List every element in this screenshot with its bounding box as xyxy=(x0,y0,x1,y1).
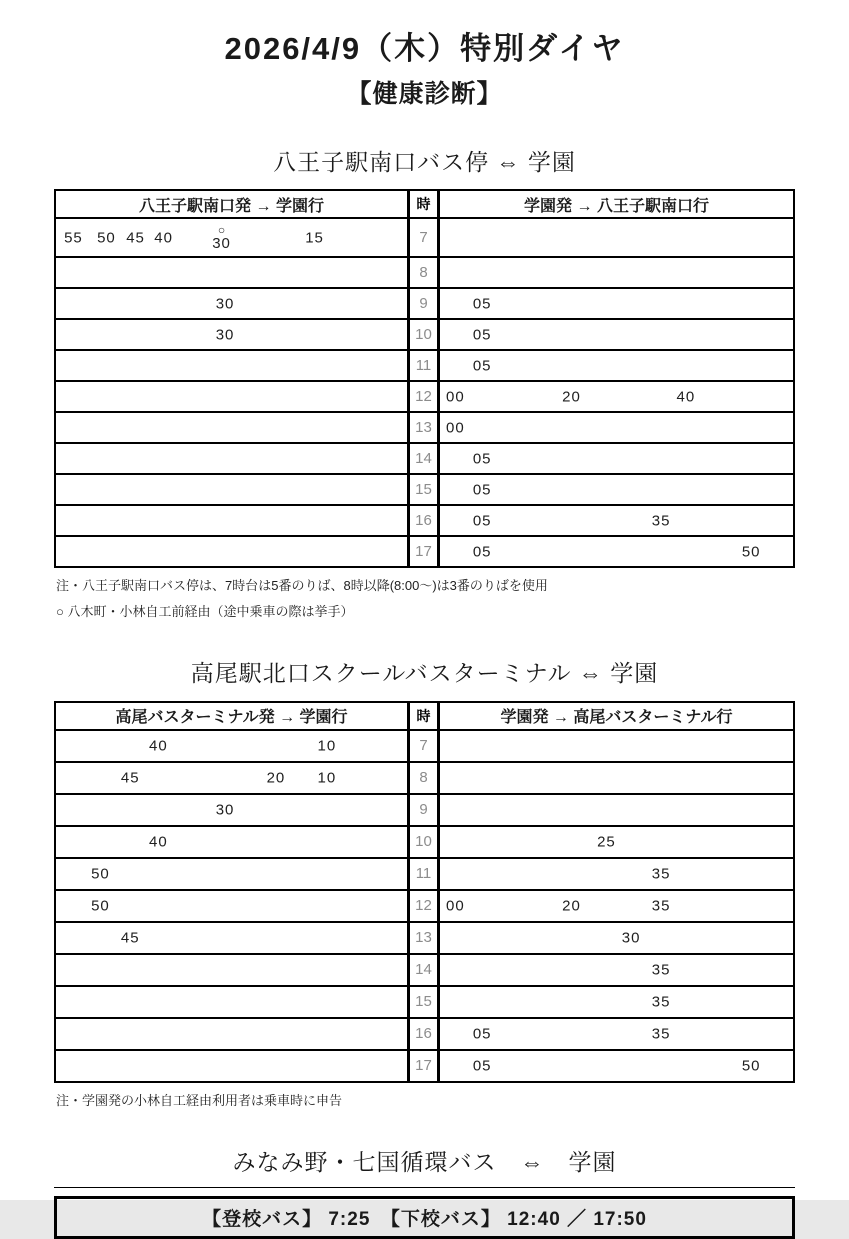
inbound-header: 学園発 → 高尾バスターミナル行 xyxy=(500,709,733,727)
inbound-minutes-cell xyxy=(440,258,793,287)
outbound-minutes-cell xyxy=(56,444,407,473)
timetable-row-hour-12 xyxy=(56,889,793,921)
inbound-minutes-cell xyxy=(440,987,793,1017)
hour-cell: 10 xyxy=(407,320,440,349)
inbound-minutes-cell xyxy=(440,955,793,985)
minute-value: 45 xyxy=(126,229,145,247)
hour-cell: 7 xyxy=(407,731,440,761)
outbound-minutes-cell xyxy=(56,827,407,857)
timetable-takao xyxy=(54,701,795,1083)
hour-cell: 9 xyxy=(407,289,440,318)
outbound-header: 高尾バスターミナル発 → 学園行 xyxy=(115,709,348,727)
minute-value: 45 xyxy=(120,769,140,787)
hour-cell: 8 xyxy=(407,763,440,793)
circulator-section xyxy=(54,1149,795,1239)
outbound-minutes-cell xyxy=(56,859,407,889)
minute-value: 05 xyxy=(472,481,492,499)
outbound-minutes-cell xyxy=(56,382,407,411)
outbound-minutes-cell xyxy=(56,413,407,442)
timetable-row-hour-16 xyxy=(56,504,793,535)
timetable-row-hour-11 xyxy=(56,857,793,889)
outbound-minutes-cell xyxy=(56,537,407,566)
timetable-row-hour-14 xyxy=(56,953,793,985)
outbound-minutes-cell xyxy=(56,923,407,953)
minute-value: 40 xyxy=(149,737,168,755)
outbound-minutes-cell xyxy=(56,987,407,1017)
minute-value: 05 xyxy=(472,1057,492,1075)
minute-value: 25 xyxy=(597,833,616,851)
minute-value: 40 xyxy=(676,388,696,406)
minute-value: 10 xyxy=(317,769,337,787)
outbound-minutes-cell xyxy=(56,795,407,825)
hour-cell: 12 xyxy=(407,891,440,921)
inbound-header: 学園発 → 八王子駅南口行 xyxy=(524,197,709,215)
inbound-minutes-cell xyxy=(440,219,793,256)
minute-value: 20 xyxy=(266,769,286,787)
minute-value: 10 xyxy=(317,737,337,755)
minute-value: 05 xyxy=(472,543,492,561)
table-note: 注・学園発の小林自工経由利用者は乗車時に申告 xyxy=(56,1092,343,1108)
table-notes xyxy=(56,577,793,620)
outbound-minutes-cell xyxy=(56,891,407,921)
inbound-minutes-cell xyxy=(440,731,793,761)
timetable-row-hour-8 xyxy=(56,256,793,287)
minute-value: 35 xyxy=(651,993,671,1011)
inbound-minutes-cell xyxy=(440,537,793,566)
timetable-section-takao xyxy=(54,660,795,1109)
minute-value: 50 xyxy=(91,897,110,915)
outbound-minutes-cell xyxy=(56,1051,407,1081)
minute-value: 30 xyxy=(215,295,235,313)
minute-value: 35 xyxy=(651,512,671,530)
outbound-minutes-cell xyxy=(56,506,407,535)
via-circle-mark: ○ xyxy=(217,222,226,237)
hour-header: 時 xyxy=(407,191,440,217)
outbound-minutes-cell xyxy=(56,955,407,985)
minute-value: 20 xyxy=(562,897,581,915)
minute-value: 05 xyxy=(472,1025,492,1043)
hour-cell: 8 xyxy=(407,258,440,287)
minute-value: 50 xyxy=(97,229,116,247)
timetable-row-hour-13 xyxy=(56,411,793,442)
hour-cell: 17 xyxy=(407,1051,440,1081)
minute-value-with-via-mark xyxy=(212,222,231,252)
circulator-times-text: 【登校バス】 7:25 【下校バス】 12:40 ／ 17:50 xyxy=(202,1209,647,1231)
timetable-row-hour-14 xyxy=(56,442,793,473)
timetable-hachioji xyxy=(54,189,795,568)
inbound-minutes-cell xyxy=(440,891,793,921)
timetable-row-hour-12 xyxy=(56,380,793,411)
inbound-minutes-cell xyxy=(440,382,793,411)
timetable-row-hour-16 xyxy=(56,1017,793,1049)
timetable-row-hour-11 xyxy=(56,349,793,380)
minute-value: 05 xyxy=(472,512,492,530)
minute-value: 30 xyxy=(621,929,641,947)
outbound-minutes-cell xyxy=(56,258,407,287)
minute-value: 35 xyxy=(651,897,671,915)
hour-cell: 11 xyxy=(407,351,440,380)
circulator-times-box xyxy=(54,1196,795,1239)
minute-value: 35 xyxy=(651,961,671,979)
outbound-minutes-cell xyxy=(56,475,407,504)
inbound-minutes-cell xyxy=(440,475,793,504)
table-note: 注・八王子駅南口バス停は、7時台は5番のりば、8時以降(8:00～)は3番のりばを使用 xyxy=(56,578,548,594)
inbound-minutes-cell xyxy=(440,289,793,318)
timetable-row-hour-17 xyxy=(56,535,793,566)
timetable-row-hour-15 xyxy=(56,473,793,504)
minute-value: 35 xyxy=(651,865,671,883)
outbound-minutes-cell xyxy=(56,320,407,349)
inbound-minutes-cell xyxy=(440,763,793,793)
table-note: ○ 八木町・小林自工前経由（途中乗車の際は挙手） xyxy=(56,604,354,620)
hour-cell: 16 xyxy=(407,506,440,535)
timetable-row-hour-9 xyxy=(56,287,793,318)
minute-value: 00 xyxy=(446,897,465,915)
outbound-minutes-cell xyxy=(56,351,407,380)
timetable-sections xyxy=(54,149,795,1109)
timetable-header-row xyxy=(56,703,793,729)
minute-value: 05 xyxy=(472,295,492,313)
minute-value: 50 xyxy=(741,543,761,561)
minute-value: 35 xyxy=(651,1025,671,1043)
minute-value: 05 xyxy=(472,326,492,344)
outbound-minutes-cell xyxy=(56,731,407,761)
outbound-minutes-cell xyxy=(56,289,407,318)
timetable-row-hour-8 xyxy=(56,761,793,793)
hour-cell: 11 xyxy=(407,859,440,889)
hour-cell: 15 xyxy=(407,475,440,504)
timetable-row-hour-13 xyxy=(56,921,793,953)
timetable-row-hour-15 xyxy=(56,985,793,1017)
timetable-row-hour-7 xyxy=(56,217,793,256)
minute-value: 00 xyxy=(446,388,465,406)
hour-cell: 14 xyxy=(407,444,440,473)
inbound-minutes-cell xyxy=(440,923,793,953)
hour-cell: 17 xyxy=(407,537,440,566)
minute-value: 55 xyxy=(64,229,83,247)
minute-value: 30 xyxy=(215,326,235,344)
minute-value: 00 xyxy=(446,419,465,437)
inbound-minutes-cell xyxy=(440,444,793,473)
minute-value: 05 xyxy=(472,450,492,468)
minute-value: 15 xyxy=(305,229,324,247)
outbound-minutes-cell xyxy=(56,219,407,256)
page-content xyxy=(54,30,795,1239)
circulator-section-title: みなみ野・七国循環バス ⇔ 学園 xyxy=(232,1148,617,1175)
outbound-minutes-cell xyxy=(56,763,407,793)
hour-header: 時 xyxy=(407,703,440,729)
hour-cell: 13 xyxy=(407,923,440,953)
hour-cell: 7 xyxy=(407,219,440,256)
section-title: 高尾駅北口スクールバスターミナル ⇔ 学園 xyxy=(190,660,659,687)
inbound-minutes-cell xyxy=(440,827,793,857)
timetable-row-hour-17 xyxy=(56,1049,793,1081)
timetable-row-hour-7 xyxy=(56,729,793,761)
minute-value: 30 xyxy=(212,234,231,252)
hour-cell: 16 xyxy=(407,1019,440,1049)
inbound-minutes-cell xyxy=(440,1019,793,1049)
minute-value: 30 xyxy=(215,801,235,819)
inbound-minutes-cell xyxy=(440,413,793,442)
minute-value: 50 xyxy=(91,865,110,883)
inbound-minutes-cell xyxy=(440,859,793,889)
hour-cell: 10 xyxy=(407,827,440,857)
inbound-minutes-cell xyxy=(440,795,793,825)
outbound-minutes-cell xyxy=(56,1019,407,1049)
hour-cell: 14 xyxy=(407,955,440,985)
hour-cell: 15 xyxy=(407,987,440,1017)
inbound-minutes-cell xyxy=(440,320,793,349)
timetable-header-row xyxy=(56,191,793,217)
inbound-minutes-cell xyxy=(440,506,793,535)
hour-cell: 12 xyxy=(407,382,440,411)
timetable-section-hachioji xyxy=(54,149,795,621)
minute-value: 40 xyxy=(149,833,168,851)
minute-value: 20 xyxy=(562,388,581,406)
outbound-header: 八王子駅南口発 → 学園行 xyxy=(139,197,324,215)
minute-value: 40 xyxy=(154,229,173,247)
hour-cell: 9 xyxy=(407,795,440,825)
section-title: 八王子駅南口バス停 ⇔ 学園 xyxy=(273,148,576,175)
page-title: 2026/4/9（木）特別ダイヤ xyxy=(224,31,625,66)
timetable-row-hour-10 xyxy=(56,318,793,349)
table-notes xyxy=(56,1092,793,1109)
timetable-row-hour-10 xyxy=(56,825,793,857)
minute-value: 05 xyxy=(472,357,492,375)
minute-value: 45 xyxy=(120,929,140,947)
page-subtitle: 【健康診断】 xyxy=(346,80,503,109)
inbound-minutes-cell xyxy=(440,1051,793,1081)
hour-cell: 13 xyxy=(407,413,440,442)
inbound-minutes-cell xyxy=(440,351,793,380)
timetable-row-hour-9 xyxy=(56,793,793,825)
minute-value: 50 xyxy=(741,1057,761,1075)
divider-line xyxy=(54,1187,795,1188)
